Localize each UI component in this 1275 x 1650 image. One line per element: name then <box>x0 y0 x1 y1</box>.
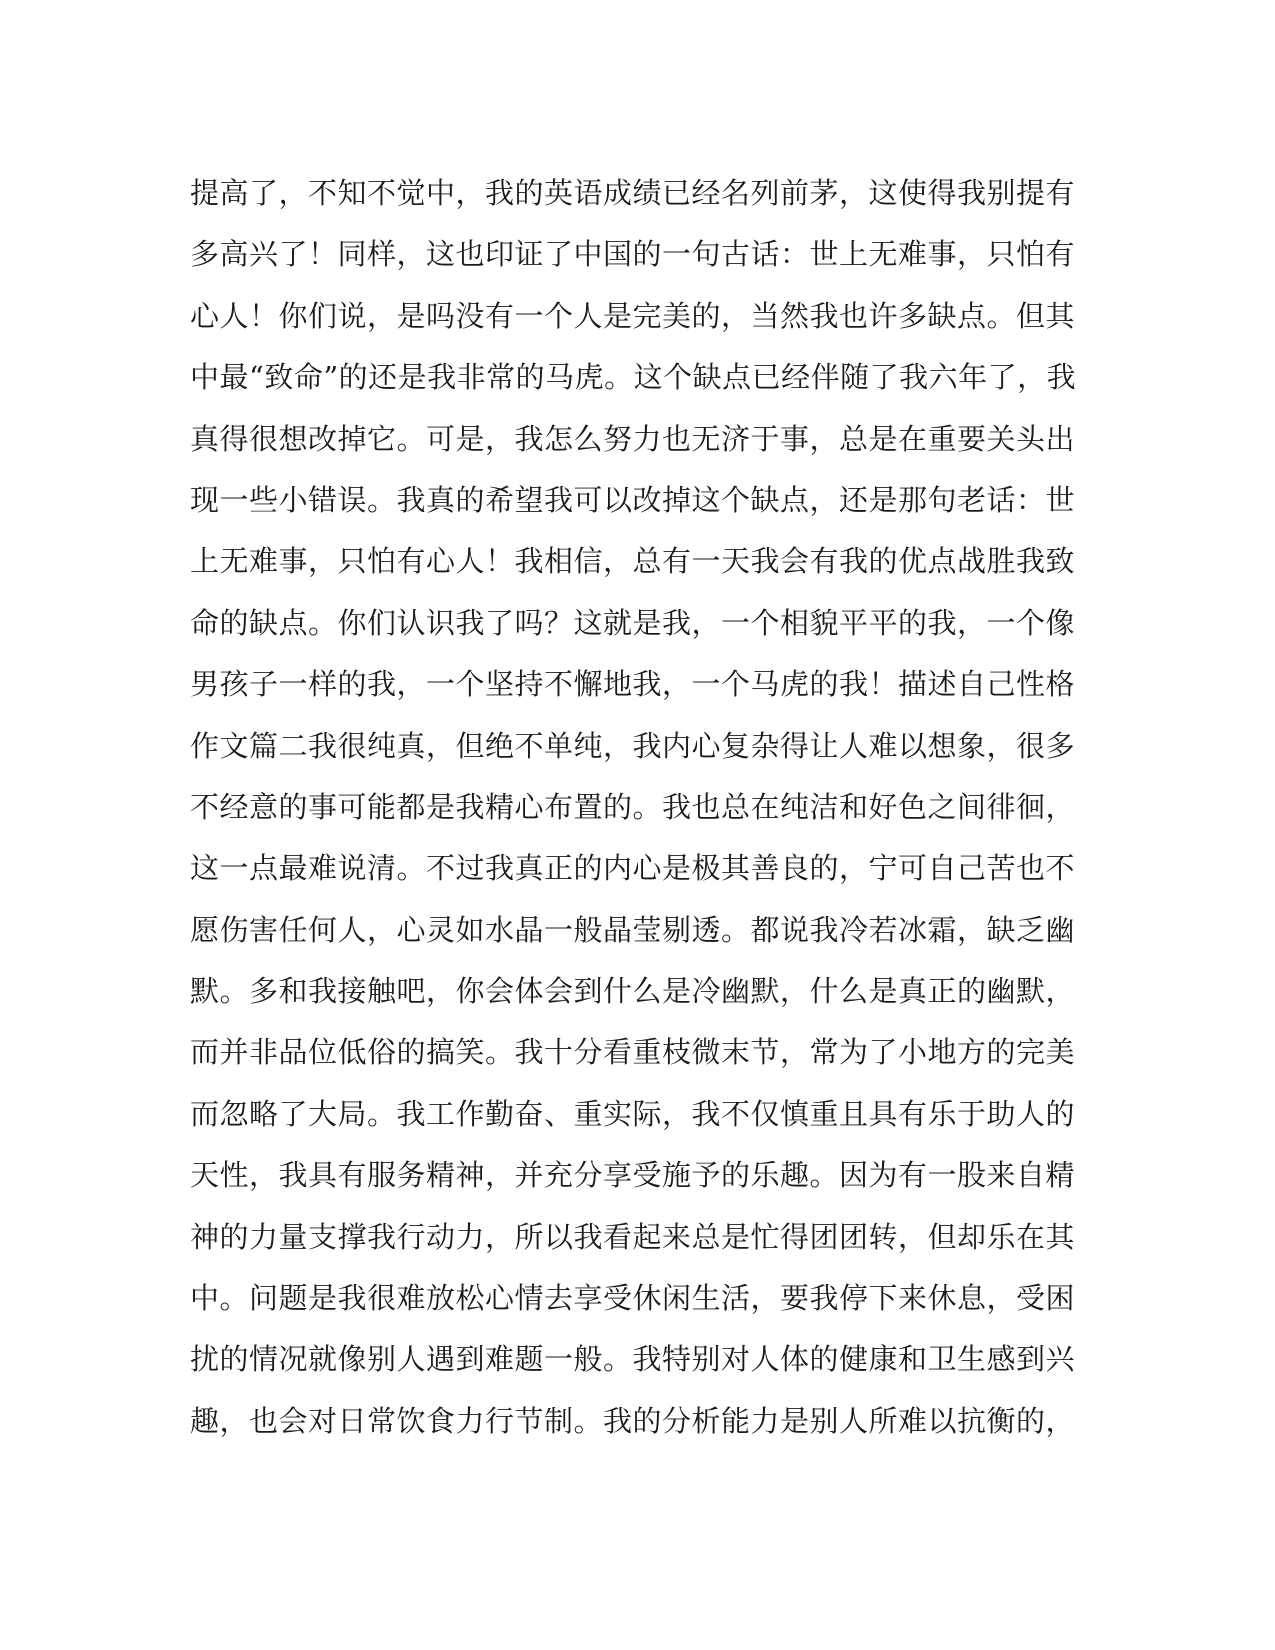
text-line: 中。问题是我很难放松心情去享受休闲生活，要我停下来休息，受困 <box>190 1281 1076 1316</box>
text-line: 现一些小错误。我真的希望我可以改掉这个缺点，还是那句老话：世 <box>190 482 1076 517</box>
text-line: 心人！你们说，是吗没有一个人是完美的，当然我也许多缺点。但其 <box>190 298 1076 333</box>
text-line: 上无难事，只怕有心人！我相信，总有一天我会有我的优点战胜我致 <box>190 544 1076 579</box>
text-line: 命的缺点。你们认识我了吗？这就是我，一个相貌平平的我，一个像 <box>190 605 1076 640</box>
text-line: 天性，我具有服务精神，并充分享受施予的乐趣。因为有一股来自精 <box>190 1158 1076 1193</box>
text-line: 真得很想改掉它。可是，我怎么努力也无济于事，总是在重要关头出 <box>190 421 1076 456</box>
text-line: 男孩子一样的我，一个坚持不懈地我，一个马虎的我！描述自己性格 <box>190 667 1076 702</box>
text-line: 作文篇二我很纯真，但绝不单纯，我内心复杂得让人难以想象，很多 <box>190 728 1076 763</box>
text-line: 扰的情况就像别人遇到难题一般。我特别对人体的健康和卫生感到兴 <box>190 1342 1076 1377</box>
text-line: 而并非品位低俗的搞笑。我十分看重枝微末节，常为了小地方的完美 <box>190 1035 1076 1070</box>
text-line: 提高了，不知不觉中，我的英语成绩已经名列前茅，这使得我别提有 <box>190 176 1076 210</box>
text-line: 不经意的事可能都是我精心布置的。我也总在纯洁和好色之间徘徊， <box>190 789 1076 824</box>
text-line: 趣，也会对日常饮食力行节制。我的分析能力是别人所难以抗衡的， <box>190 1403 1076 1438</box>
text-line: 这一点最难说清。不过我真正的内心是极其善良的，宁可自己苦也不 <box>190 851 1076 886</box>
text-line: 中最“致命”的还是我非常的马虎。这个缺点已经伴随了我六年了，我 <box>190 360 1077 395</box>
text-line: 而忽略了大局。我工作勤奋、重实际，我不仅慎重且具有乐于助人的 <box>190 1096 1076 1131</box>
text-line: 多高兴了！同样，这也印证了中国的一句古话：世上无难事，只怕有 <box>190 237 1076 272</box>
text-line: 愿伤害任何人，心灵如水晶一般晶莹剔透。都说我冷若冰霜，缺乏幽 <box>190 912 1076 947</box>
text-line: 神的力量支撑我行动力，所以我看起来总是忙得团团转，但却乐在其 <box>190 1219 1076 1254</box>
body-text <box>190 163 1077 1452</box>
text-line: 默。多和我接触吧，你会体会到什么是冷幽默，什么是真正的幽默， <box>190 974 1076 1009</box>
